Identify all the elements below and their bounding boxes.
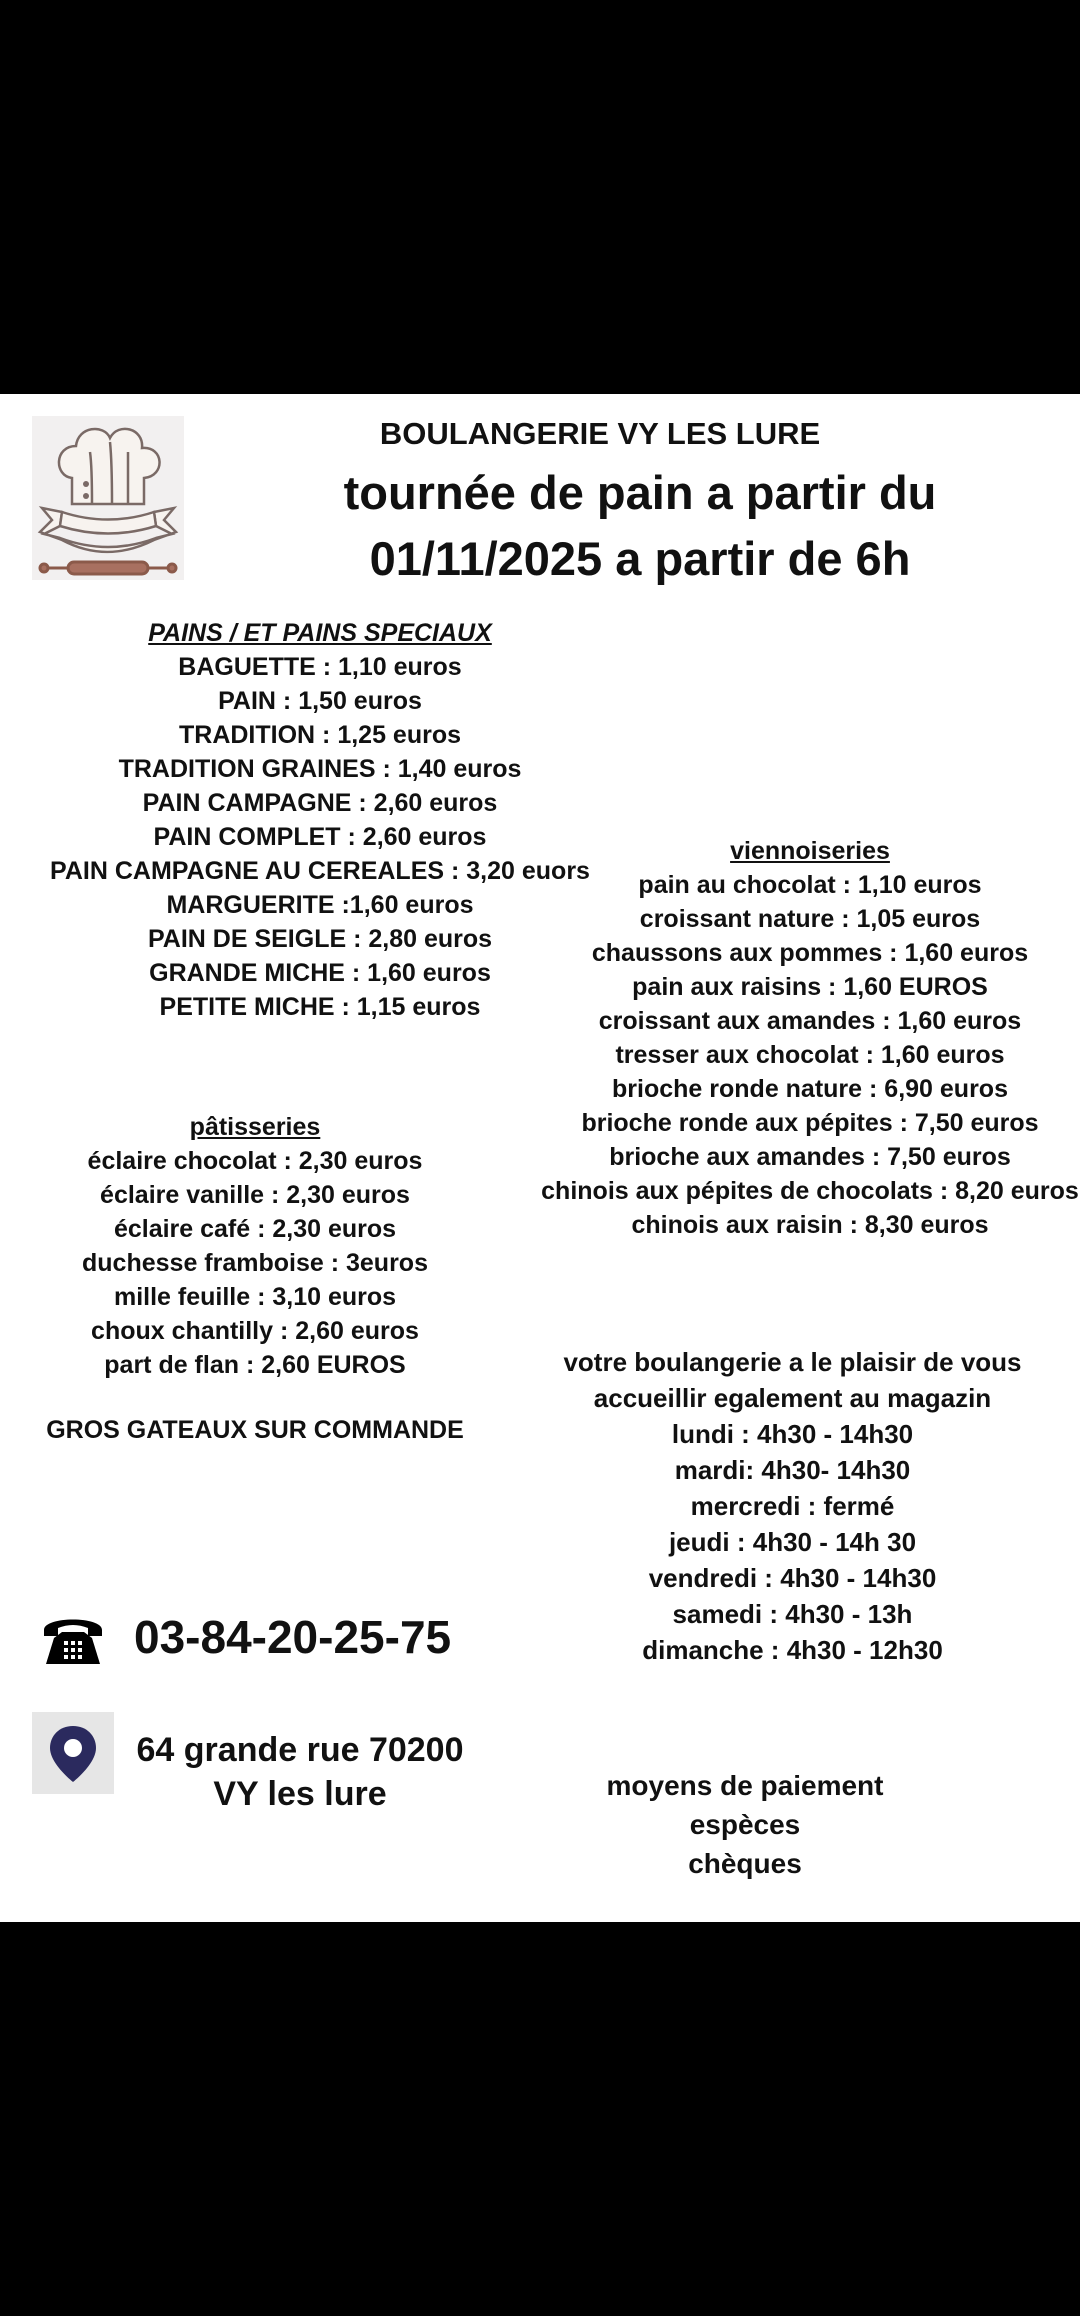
viennoiserie-item: tresser aux chocolat : 1,60 euros [615, 1041, 1005, 1069]
patisseries-list [40, 1110, 470, 1382]
patisserie-item: éclaire café : 2,30 euros [113, 1215, 397, 1243]
bread-item: TRADITION GRAINES : 1,40 euros [118, 755, 522, 783]
opening-line: dimanche : 4h30 - 12h30 [642, 1635, 943, 1665]
viennoiserie-item: pain aux raisins : 1,60 EUROS [632, 973, 988, 1001]
opening-line: mercredi : fermé [690, 1491, 895, 1521]
flyer [0, 394, 1080, 1922]
address-line-1: 64 grande rue 70200 [136, 1731, 464, 1769]
viennoiserie-item: croissant aux amandes : 1,60 euros [598, 1007, 1022, 1035]
opening-line: votre boulangerie a le plaisir de vous [563, 1347, 1022, 1377]
payment-methods [565, 1766, 925, 1883]
patisserie-item: duchesse framboise : 3euros [82, 1249, 428, 1277]
bread-item: PAIN DE SEIGLE : 2,80 euros [147, 925, 493, 953]
opening-hours [520, 1344, 1065, 1668]
patisserie-item: éclaire chocolat : 2,30 euros [87, 1147, 423, 1175]
telephone-icon [38, 1608, 108, 1670]
payment-line: moyens de paiement [606, 1770, 884, 1801]
viennoiserie-item: chaussons aux pommes : 1,60 euros [591, 939, 1029, 967]
viennoiseries-heading: viennoiseries [730, 837, 890, 865]
address-line-2: VY les lure [213, 1775, 387, 1813]
viennoiserie-item: chinois aux raisin : 8,30 euros [631, 1211, 989, 1239]
shop-name: BOULANGERIE VY LES LURE [379, 416, 821, 451]
bread-item: PAIN CAMPAGNE : 2,60 euros [142, 789, 498, 817]
opening-line: accueillir egalement au magazin [593, 1383, 992, 1413]
bread-item: GRANDE MICHE : 1,60 euros [149, 959, 491, 987]
bread-item: PAIN : 1,50 euros [218, 687, 422, 715]
viennoiserie-item: pain au chocolat : 1,10 euros [638, 871, 982, 899]
bread-item: BAGUETTE : 1,10 euros [178, 653, 462, 681]
opening-line: samedi : 4h30 - 13h [672, 1599, 913, 1629]
bread-item: PAIN CAMPAGNE AU CEREALES : 3,20 euors [50, 857, 590, 885]
headline-line-2: 01/11/2025 a partir de 6h [369, 532, 911, 585]
headline [300, 460, 980, 592]
payment-line: espèces [689, 1809, 801, 1840]
patisseries-heading: pâtisseries [189, 1113, 321, 1141]
viennoiserie-item: brioche aux amandes : 7,50 euros [609, 1143, 1011, 1171]
address [120, 1728, 480, 1816]
bread-item: PETITE MICHE : 1,15 euros [159, 993, 481, 1021]
viennoiserie-item: brioche ronde aux pépites : 7,50 euros [581, 1109, 1039, 1137]
bread-item: MARGUERITE :1,60 euros [166, 891, 474, 919]
phone-number[interactable]: 03-84-20-25-75 [134, 1611, 452, 1663]
patisserie-item: part de flan : 2,60 EUROS [104, 1351, 406, 1379]
opening-line: mardi: 4h30- 14h30 [674, 1455, 911, 1485]
viennoiserie-item: croissant nature : 1,05 euros [639, 905, 981, 933]
patisserie-item: mille feuille : 3,10 euros [113, 1283, 397, 1311]
chef-hat-logo [32, 416, 184, 580]
viennoiseries-list [530, 834, 1080, 1242]
bread-item: PAIN COMPLET : 2,60 euros [153, 823, 487, 851]
headline-line-1: tournée de pain a partir du [343, 466, 937, 519]
map-pin-icon [32, 1712, 114, 1794]
opening-line: vendredi : 4h30 - 14h30 [648, 1563, 937, 1593]
bread-item: TRADITION : 1,25 euros [179, 721, 461, 749]
custom-cakes-note: GROS GATEAUX SUR COMMANDE [46, 1416, 464, 1444]
opening-line: lundi : 4h30 - 14h30 [671, 1419, 914, 1449]
patisserie-item: éclaire vanille : 2,30 euros [100, 1181, 410, 1209]
viennoiserie-item: chinois aux pépites de chocolats : 8,20 euros [541, 1177, 1079, 1205]
viennoiserie-item: brioche ronde nature : 6,90 euros [612, 1075, 1008, 1103]
patisserie-item: choux chantilly : 2,60 euros [91, 1317, 419, 1345]
breads-heading: PAINS / ET PAINS SPECIAUX [148, 619, 492, 647]
opening-line: jeudi : 4h30 - 14h 30 [668, 1527, 917, 1557]
payment-line: chèques [688, 1848, 802, 1879]
